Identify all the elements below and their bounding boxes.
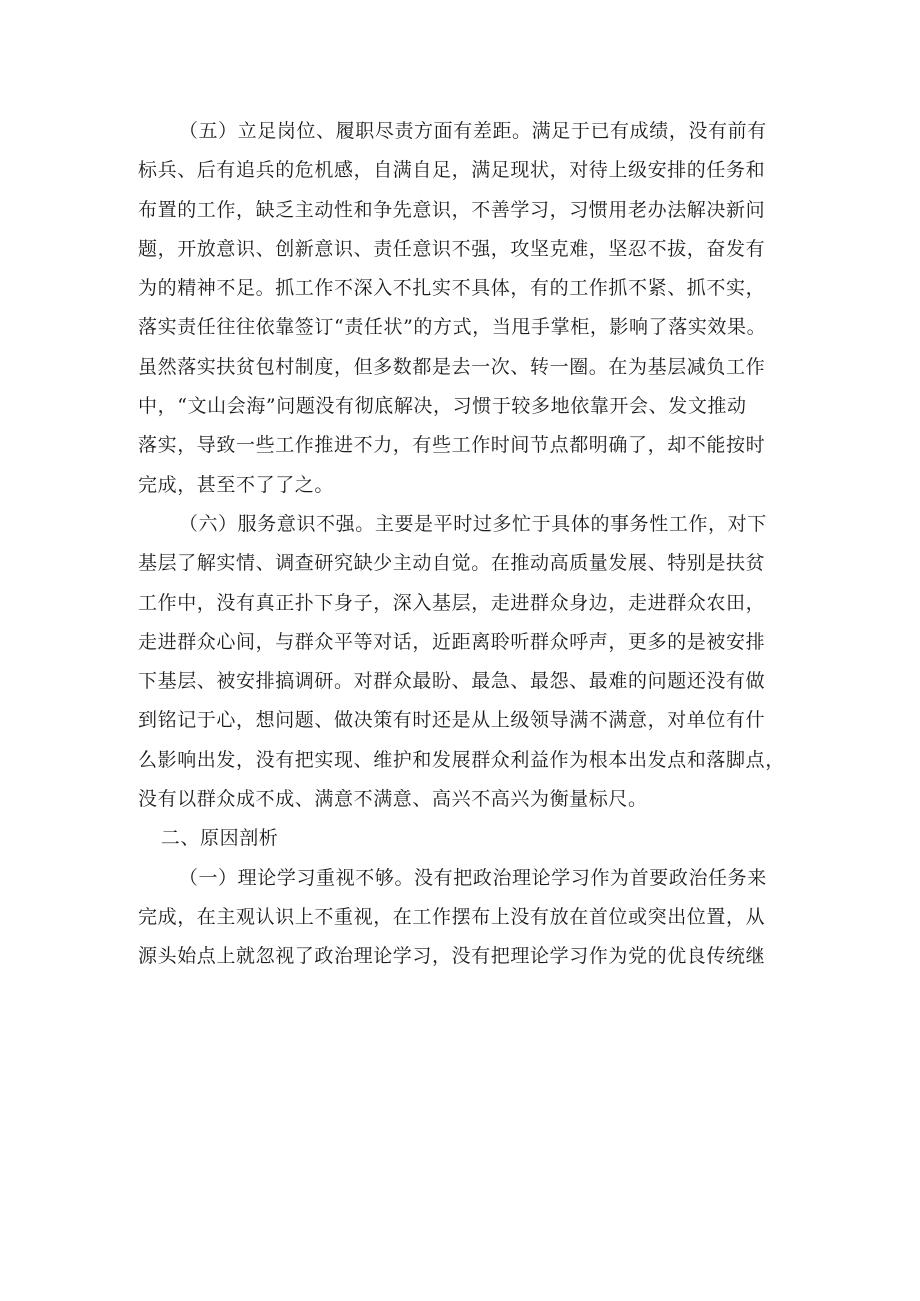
text-line: 工作中，没有真正扑下身子，深入基层，走进群众身边，走进群众农田， <box>138 591 766 614</box>
text-line: 到铭记于心，想问题、做决策有时还是从上级领导满不满意，对单位有什 <box>138 709 766 732</box>
text-line: 没有以群众成不成、满意不满意、高兴不高兴为衡量标尺。 <box>138 788 648 811</box>
text-line: 布置的工作，缺乏主动性和争先意识，不善学习，习惯用老办法解决新问 <box>138 198 766 221</box>
paragraph-cause-one <box>138 859 798 977</box>
text-line: 么影响出发，没有把实现、维护和发展群众利益作为根本出发点和落脚点， <box>138 748 785 771</box>
text-line: 走进群众心间，与群众平等对话，近距离聆听群众呼声，更多的是被安排 <box>138 630 766 653</box>
text-line: 虽然落实扶贫包村制度，但多数都是去一次、转一圈。在为基层减负工作 <box>138 355 766 378</box>
text-line: 完成，在主观认识上不重视，在工作摆布上没有放在首位或突出位置，从 <box>138 905 766 928</box>
text-line: 完成，甚至不了了之。 <box>138 473 335 496</box>
text-line: 落实责任往往依靠签订“责任状”的方式，当甩手掌柜，影响了落实效果。 <box>138 316 767 339</box>
paragraph-six <box>138 505 798 819</box>
text-line: 落实，导致一些工作推进不力，有些工作时间节点都明确了，却不能按时 <box>138 434 766 457</box>
text-line: 题，开放意识、创新意识、责任意识不强，攻坚克难，坚忍不拔，奋发有 <box>138 237 766 260</box>
paragraph-five <box>138 112 798 505</box>
section-heading: 二、原因剖析 <box>160 827 279 850</box>
document-body <box>138 112 798 977</box>
text-line: （一）理论学习重视不够。没有把政治理论学习作为首要政治任务来 <box>178 866 767 889</box>
text-line: 中，“文山会海”问题没有彻底解决，习惯于较多地依靠开会、发文推动 <box>138 395 747 418</box>
text-line: 下基层、被安排搞调研。对群众最盼、最急、最怨、最难的问题还没有做 <box>138 670 766 693</box>
text-line: （六）服务意识不强。主要是平时过多忙于具体的事务性工作，对下 <box>178 512 767 535</box>
text-line: （五）立足岗位、履职尽责方面有差距。满足于已有成绩，没有前有 <box>178 120 767 142</box>
text-line: 为的精神不足。抓工作不深入不扎实不具体，有的工作抓不紧、抓不实， <box>138 277 766 300</box>
text-line: 标兵、后有追兵的危机感，自满自足，满足现状，对待上级安排的任务和 <box>138 159 766 182</box>
text-line: 源头始点上就忽视了政治理论学习，没有把理论学习作为党的优良传统继 <box>138 945 766 968</box>
text-line: 基层了解实情、调查研究缺少主动自觉。在推动高质量发展、特别是扶贫 <box>138 552 766 575</box>
